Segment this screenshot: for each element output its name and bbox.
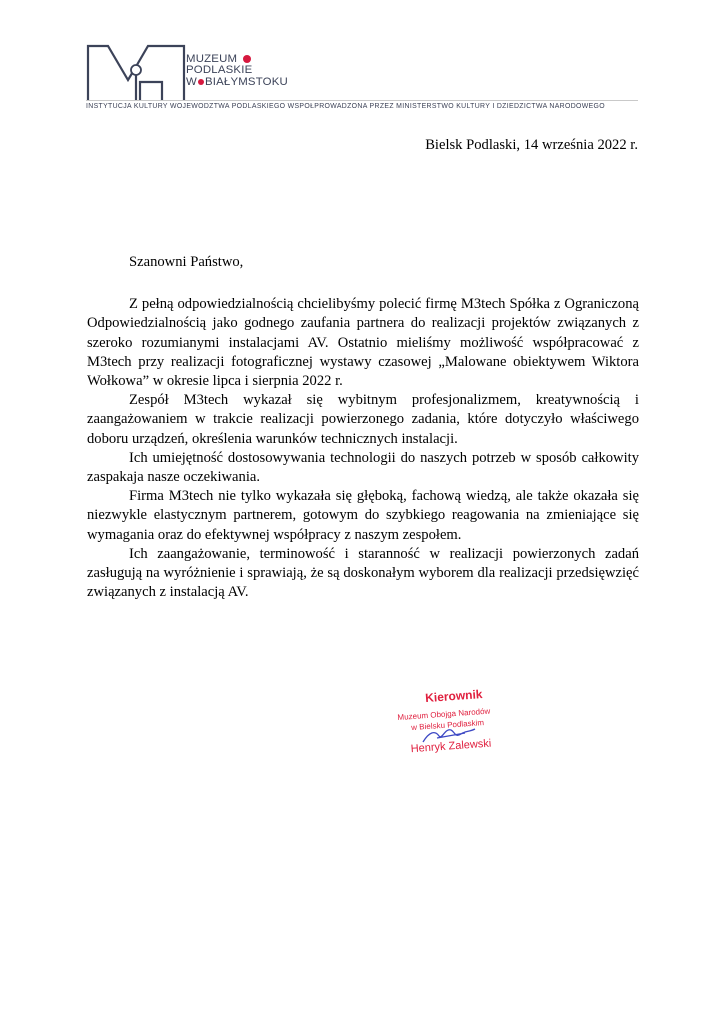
paragraph-5: Ich zaangażowanie, terminowość i staranność w realizacji powierzonych zadań zasługują na wyróżnienie i sprawiają, że są doskonałym wyborem dla realizacji przedsięwzięć związanych z instalacją AV. (87, 545, 639, 601)
logo-line-1: MUZEUM (186, 54, 288, 65)
paragraph-4: Firma M3tech nie tylko wykazała się głęboką, fachową wiedzą, ale także okazała się niezwykle elastycznym partnerem, gotowym do szybkiego reagowania na zmieniające się wymagania oraz do efektywnej współpracy z naszym zespołem. (87, 488, 639, 543)
paragraph-2: Zespół M3tech wykazał się wybitnym profesjonalizmem, kreatywnością i zaangażowaniem w trakcie realizacji powierzonego zadania, które dotyczyło właściwego doboru urządzeń, określenia warunków technicznych instalacji. (87, 392, 639, 447)
institution-line: INSTYTUCJA KULTURY WOJEWÓDZTWA PODLASKIEGO WSPÓŁPROWADZONA PRZEZ MINISTERSTWO KULTURY I DZIEDZICTWA NARODOWEGO (86, 103, 605, 110)
salutation: Szanowni Państwo, (129, 254, 244, 270)
museum-logo-text (186, 54, 288, 88)
header-divider (86, 100, 638, 101)
stamp-name: Henryk Zalewski (410, 737, 492, 756)
logo-line-2: PODLASKIE (186, 64, 253, 77)
paragraph-3: Ich umiejętność dostosowywania technologii do naszych potrzeb w sposób całkowity zaspakaja nasze oczekiwania. (87, 449, 639, 486)
stamp-title: Kierownik (424, 687, 483, 706)
museum-logo-icon (86, 42, 186, 104)
official-stamp (395, 682, 545, 762)
red-dot-small-icon (198, 79, 204, 85)
date-line: Bielsk Podlaski, 14 września 2022 r. (425, 137, 638, 153)
stamp-line-1: Muzeum Obojga Narodów (397, 706, 491, 723)
red-dot-icon (243, 55, 251, 63)
stamp-line-2: w Bielsku Podlaskim (410, 718, 485, 733)
letter-body (87, 253, 639, 602)
paragraph-1: Z pełną odpowiedzialnością chcielibyśmy polecić firmę M3tech Spółka z Ograniczoną Odpowiedzialnością jako godnego zaufania partnera do realizacji projektów związanych z szeroko rozumianymi instalacjami AV. Ostatnio mieliśmy możliwość współpracować z M3tech przy realizacji fotograficznej wystawy czasowej „Malowane obiektywem Wiktora Wołkowa” w okresie lipca i sierpnia 2022 r. (87, 296, 639, 390)
logo-line-3: W BIAŁYMSTOKU (186, 75, 288, 88)
